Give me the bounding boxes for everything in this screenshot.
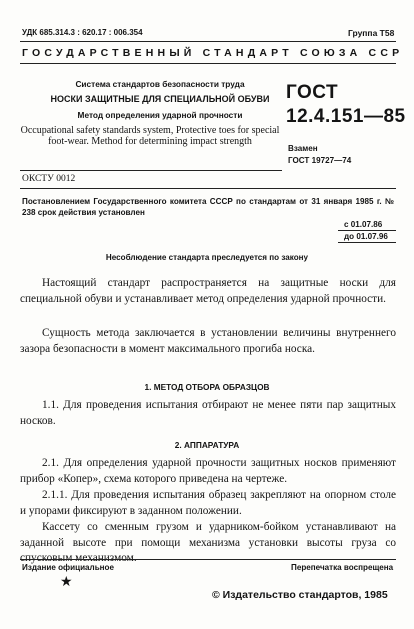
decree-text: Постановлением Государственного комитета СССР по стандартам от 31 января 1985 г. № 238 срок действия установлен [22,197,394,217]
gost-number: 12.4.151—85 [286,106,406,127]
okstu-rule [20,170,282,171]
header-rule-bottom [20,63,396,64]
reprint-prohibited: Перепечатка воспрещена [291,563,394,572]
replaces-value: ГОСТ 19727—74 [288,156,352,165]
system-subtitle: Система стандартов безопасности труда [75,79,245,89]
gost-label: ГОСТ [286,82,339,103]
paragraph-1-1: 1.1. Для проведения испытания отбирают не менее пяти пар защитных носков. [20,399,396,427]
header-rule-top [20,41,396,42]
group-code: Группа Т58 [348,28,395,38]
document-title: НОСКИ ЗАЩИТНЫЕ ДЛЯ СПЕЦИАЛЬНОЙ ОБУВИ [50,94,270,104]
penalty-notice: Несоблюдение стандарта преследуется по закону [105,253,309,262]
section-2-heading: 2. АППАРАТУРА [174,440,240,450]
official-edition: Издание официальное [22,563,114,572]
essence-paragraph: Сущность метода заключается в установлении величины внутреннего зазора безопасности в момент максимального прогиба носка. [20,327,396,355]
intro-paragraph: Настоящий стандарт распространяется на защитные носки для специальной обуви и устанавливает метод определения ударной прочности. [20,277,396,305]
replaces-label: Взамен [288,144,318,153]
method-subtitle: Метод определения ударной прочности [77,110,243,120]
cassette-paragraph: Кассету со сменным грузом и ударником-бойком устанавливают на заданной высоте при помощи механизма установки высоты груза со спусковым механизмом. [20,521,396,565]
validity-to: до 01.07.96 [344,232,388,241]
english-title: Occupational safety standards system, Protective toes for special foot-wear. Method for determining impact strength [20,125,280,147]
okstu-rule-bottom [20,188,396,189]
copyright-line: © Издательство стандартов, 1985 [212,589,388,601]
section-1-heading: 1. МЕТОД ОТБОРА ОБРАЗЦОВ [144,382,270,392]
paragraph-2-1: 2.1. Для определения ударной прочности защитных носков применяют прибор «Копер», схема которого приведена на чертеже. [20,457,396,485]
validity-from: с 01.07.86 [344,220,383,229]
paragraph-2-1-1: 2.1.1. Для проведения испытания образец закрепляют на опорном столе и упорами фиксируют в заданном положении. [20,489,396,517]
footer-rule [20,559,396,560]
validity-rule-2 [338,242,396,243]
udk-code: УДК 685.314.3 : 620.17 : 006.354 [22,28,143,37]
state-standard-banner: ГОСУДАРСТВЕННЫЙ СТАНДАРТ СОЮЗА ССР [22,47,404,59]
okstu-code: ОКСТУ 0012 [22,174,76,184]
star-icon: ★ [60,575,73,590]
